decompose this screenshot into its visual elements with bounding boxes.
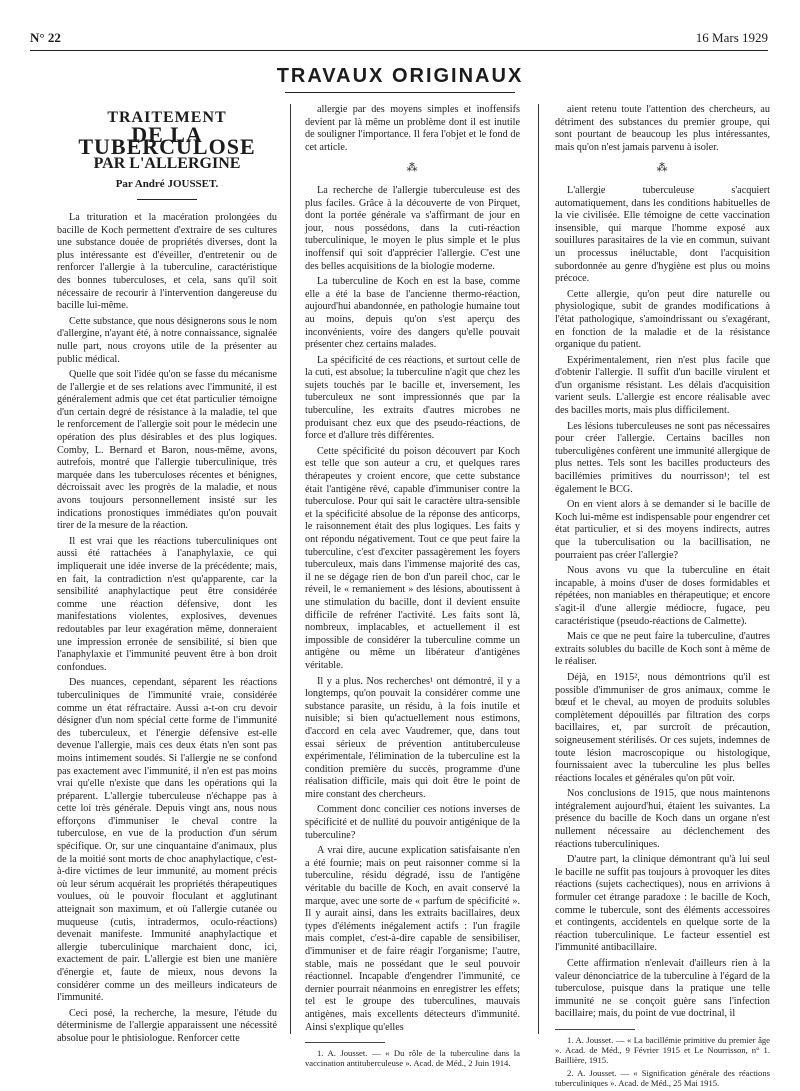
section-separator: ⁂ [406,162,419,175]
paragraph: Déjà, en 1915², nous démontrions qu'il est possible d'immuniser de gros animaux, comme le bœuf et le cheval, au moyen de produits solubles complètement dépouillés par filtration des corps bacillaires, et, par surcroît de précaution, soigneusement stérilisés. Or ces sujets, indemnes de toute lésion macroscopique ou histologique, fournissaient avec la tuberculine les plus belles réactions locales et générales qu'on pût voir. [555,671,770,784]
footnote-divider [305,1042,385,1043]
section-divider [285,92,515,93]
column-divider [538,104,539,1034]
paragraph: Cette allergie, qu'on peut dire naturelle ou physiologique, subit de grandes modifications à l'état pathologique, s'amoindrissant ou s'exagérant, en fonction de la maladie et de la résistance organique du patient. [555,288,770,351]
article-title-line: PAR L'ALLERGINE [93,154,241,172]
article-title-line: TRAITEMENT [107,109,227,126]
column-2-body [305,104,520,154]
paragraph: A vrai dire, aucune explication satisfaisante n'en a été fournie; mais on peut raisonner comme si la tuberculine, résidu dégradé, issu de l'antigène véritable du bacille de Koch, en avait conservé la marque, avec une sorte de « parfum de spécificité ». Il y aurait ainsi, dans les extraits bacillaires, deux types d'éléments inégalement actifs : l'un fragile mais complet, c'est-à-dire capable de sensibiliser, d'immuniser et de faire réagir l'organisme; l'autre, stable, mais ne possédant que le seul pouvoir réactionnel. Incapable d'engendrer l'immunité, ce dernier pourrait néanmoins en enregistrer les effets; tel est le groupe des tuberculines, mauvais antigènes, mais excellents détecteurs d'immunité. Ainsi s'explique qu'elles [305,845,520,1033]
paragraph: La spécificité de ces réactions, et surtout celle de la cuti, est absolue; la tuberculine n'agit que chez les sujets touchés par le bacille et, inversement, les tuberculeux ne sont impressionnés que par la tuberculine, les extraits d'autres microbes ne produisant chez eux que des pseudo-réactions, de force et d'allure très différentes. [305,354,520,442]
column-3-body [555,104,770,154]
issue-date: 16 Mars 1929 [695,30,768,45]
paragraph: La tuberculine de Koch en est la base, comme elle a été la base de l'ancienne thermo-réaction, aujourd'hui abandonnée, en pathologie humaine tout au moins, depuis qu'on s'est aperçu des inconvénients, voire des dangers qu'elle pouvait présenter chez certains malades. [305,276,520,351]
paragraph: On en vient alors à se demander si le bacille de Koch lui-même est indispensable pour engendrer cet état particulier, et si des moyens indirects, autres que la tuberculisation ou la bacillisation, ne pourraient pas créer l'allergie? [555,499,770,561]
article-author: Par André JOUSSET. [115,178,219,191]
issue-number: N° 22 [30,30,61,45]
paragraph: Nos conclusions de 1915, que nous maintenons intégralement aujourd'hui, étaient les suivantes. La présence du bacille de Koch dans un organe n'est nullement nécessaire au déclenchement des réactions tuberculiniques. [555,788,770,850]
column-1 [57,104,277,1049]
column-1-body [57,212,277,1046]
footnote: 1. A. Jousset. — « Du rôle de la tuberculine dans la vaccination antituberculeuse ». Acad. de Méd., 2 Juin 1914. [305,1048,520,1069]
paragraph: L'allergie tuberculeuse s'acquiert automatiquement, dans les conditions habituelles de la vie civilisée. Elle témoigne de cette vaccination insensible, qui marque l'homme exposé aux souillures parasitaires de la vie en commun, suivant un processus inéluctable, dont l'acquisition subordonnée au genre d'hygiène est plus ou moins précoce. [555,184,770,285]
footnote: 2. A. Jousset. — « Signification générale des réactions tuberculiniques ». Acad. de Méd., 25 Mai 1915. [555,1067,770,1088]
paragraph: Cette affirmation n'enlevait d'ailleurs rien à la valeur dénonciatrice de la tuberculine à l'égard de la tuberculose, puisque dans la pratique une telle immunité ne se conçoit guère sans l'infection bacillaire; mais, du point de vue doctrinal, il [555,958,770,1020]
header-divider [30,50,768,51]
paragraph: allergie par des moyens simples et inoffensifs devient par là même un problème dont il est inutile de souligner l'importance. Il fera l'objet et le fond de cet article. [305,104,520,153]
article-title-block [57,109,277,200]
section-separator: ⁂ [656,162,669,175]
paragraph: Cette substance, que nous désignerons sous le nom d'allergine, n'ayant été, à notre connaissance, signalée nulle part, nous croyons utile de la présenter au public médical. [57,315,277,365]
paragraph: Comment donc concilier ces notions inverses de spécificité et de nullité du pouvoir antigénique de la tuberculine? [305,804,520,841]
article-title-line: DE LA TUBERCULOSE [78,121,256,160]
paragraph: La trituration et la macération prolongées du bacille de Koch permettent d'extraire de ses cultures une substance douée de propriétés diverses, dont la plus intéressante est d'éveiller, d'entretenir ou de renforcer l'allergie à la tuberculine, caractéristique des bonnes tuberculoses, et cela, sans qu'il soit nécessaire de recourir à l'intervention dangereuse du bacille lui-même. [57,211,277,312]
column-2-body [305,185,520,1034]
title-divider [137,199,197,200]
paragraph: Ceci posé, la recherche, la mesure, l'étude du déterminisme de l'allergie apparaissent une nécessité absolue pour le phtisiologue. Renforcer cette [57,1007,277,1044]
section-title: TRAVAUX ORIGINAUX [276,65,524,87]
paragraph: Il est vrai que les réactions tuberculiniques ont aussi été rattachées à l'anaphylaxie, ce qui impliquerait une idée inverse de la précédente; mais, en fait, la contradiction n'est qu'apparente, car la sensibilité anaphylactique peut être considérée comme une réaction défensive, dont les manifestations violentes, explosives, devenues redoutables par leur exagération même, donneraient une impression erronée de sensibilité, si bien que l'anaphylaxie et l'immunité peuvent être à bon droit confondues. [57,535,277,673]
paragraph: Nous avons vu que la tuberculine en était incapable, à moins d'user de doses formidables et répétées, non maniables en thérapeutique; et encore s'agit-il d'une allergie médiocre, fugace, peu caractéristique (pseudo-réactions de Calmette). [555,565,770,627]
column-divider [290,104,291,1034]
column-2 [305,104,520,1071]
paragraph: aient retenu toute l'attention des chercheurs, au détriment des substances du premier groupe, qui sont pourtant de beaucoup les plus intéressantes, mais qu'on n'est jamais parvenu à isoler. [555,104,770,153]
paragraph: La recherche de l'allergie tuberculeuse est des plus faciles. Grâce à la découverte de von Pirquet, dont la portée générale va s'affirmant de jour en jour, nous possédons, dans la cuti-réaction tuberculinique, le moyen le plus simple et le plus inoffensif qui soit d'apprécier l'allergie. C'est une des belles acquisitions de la biologie moderne. [305,184,520,272]
column-3 [555,104,770,1091]
paragraph: Les lésions tuberculeuses ne sont pas nécessaires pour créer l'allergie. Certains bacilles non tuberculigènes confèrent une immunité allergique de plus nettes. Tels sont les bacilles producteurs des bacillémies primitives du nourrisson¹; tel est également le BCG. [555,420,770,495]
paragraph: Il y a plus. Nos recherches¹ ont démontré, il y a longtemps, qu'on pouvait la considérer comme une substance parasite, un résidu, à la fois inutile et nuisible; si bien qu'actuellement nous estimons, d'accord en cela avec Vaudremer, que, dans tout essai sérieux de prévention antituberculeuse expérimentale, l'élimination de la tuberculine est la condition première du succès, programme d'une réalisation difficile, mais qui doit être le point de mire constant des chercheurs. [305,675,520,800]
paragraph: Cette spécificité du poison découvert par Koch est telle que son auteur a cru, et quelques rares thérapeutes y croient encore, que cette substance était l'antigène rêvé, capable d'immuniser contre la tuberculose. Pour qui sait le caractère ultra-sensible et la spécificité absolue de la réponse des anticorps, le raisonnement était des plus logiques. Les faits y ont répondu négativement. Tout ce que peut faire la tuberculine, c'est d'exciter passagèrement les foyers tuberculeux, mais dans l'immense majorité des cas, il ne se dégage rien de bon d'un pareil choc, car le réveil, le « remaniement » des lésions, aboutissent à une stimulation du bacille, dont il devient ensuite difficile de refréner l'activité. Les faits sont là, nombreux, implacables, et actuellement il est impossible de considérer la tuberculine comme un antigène ou même un libérateur d'antigènes véritable. [305,445,520,671]
paragraph: Quelle que soit l'idée qu'on se fasse du mécanisme de l'allergie et de ses relations avec l'immunité, il est généralement admis que cet état particulier témoigne d'un certain degré de résistance à la maladie, tel que le renforcement de l'allergie soit pour le médecin une opération des plus désirables et des plus logiques. Comby, L. Bernard et Baron, nous-même, avons, autrefois, montré que l'allergie tuberculinique, très marquée dans les tuberculoses récentes et bénignes, décroissait avec les progrès de la maladie, et nous avons toujours personnellement insisté sur les indications pronostiques immédiates qu'on pouvait tirer de la mesure de la réaction. [57,369,277,532]
column-3-footnotes [555,1035,770,1088]
paragraph: Mais ce que ne peut faire la tuberculine, d'autres extraits solubles du bacille de Koch sont à même de le réaliser. [555,631,770,668]
paragraph: D'autre part, la clinique démontrant qu'à lui seul le bacille ne suffit pas toujours à provoquer les dites réactions (sujets cachectiques), nous en arrivions à formuler cet étrange paradoxe : le bacille de Koch, comme le tubercule, sont des éléments accessoires et contingents, accidentels en quelque sorte de la réaction tuberculinique. Le facteur essentiel est l'immunité antibacillaire. [555,854,770,954]
footnote: 1. A. Jousset. — « La bacillémie primitive du premier âge ». Acad. de Méd., 9 Février 1915 et Le Nourrisson, n° 1. Baillière, 1915. [555,1034,770,1065]
column-3-body [555,185,770,1021]
paragraph: Expérimentalement, rien n'est plus facile que d'obtenir l'allergie. Il suffit d'un bacille virulent et d'un organisme résistant. Les délais d'acquisition varient seuls. L'allergie est encore réalisable avec des bacilles morts, mais plus difficilement. [555,354,770,417]
footnote-divider [555,1029,635,1030]
column-2-footnotes [305,1048,520,1068]
paragraph: Des nuances, cependant, séparent les réactions tuberculiniques de l'immunité vraie, considérée comme un état réfractaire. Aussi a-t-on cru devoir désigner d'un nom spécial cette forme de l'immunité des tuberculeux, et l'énergie défensive est-elle devenue l'allergie, mais ces deux états n'en sont pas moins intimement soudés. Si l'allergie ne se confond pas exactement avec l'immunité, il n'en est pas moins vrai qu'elle n'existe que dans les opérations qui la préparent. L'allergie tuberculeuse n'échappe pas à cette loi très générale. Depuis vingt ans, nous nous efforçons d'immuniser le cheval contre la tuberculose, en vue de la production d'un sérum spécifique. Or, sur une cinquantaine d'animaux, plus de la moitié sont morts de choc anaphylactique, c'est-à-dire victimes de leur immunité, au moment précis où leur sérum acquérait les propriétés thérapeutiques voulues, où le pouvoir floculant et agglutinant atteignait son maximum, et où l'allergie cutanée ou muqueuse (cutis, intradermos, oculo-réactions) devenait manifeste. Immunité anaphylactique et allergie tuberculinique marchaient donc, ici, exactement de pair. L'allergie est bien une manière d'énergie et, faute de mieux, nous devons la considérer comme un des meilleurs indicateurs de l'immunité. [57,677,277,1004]
